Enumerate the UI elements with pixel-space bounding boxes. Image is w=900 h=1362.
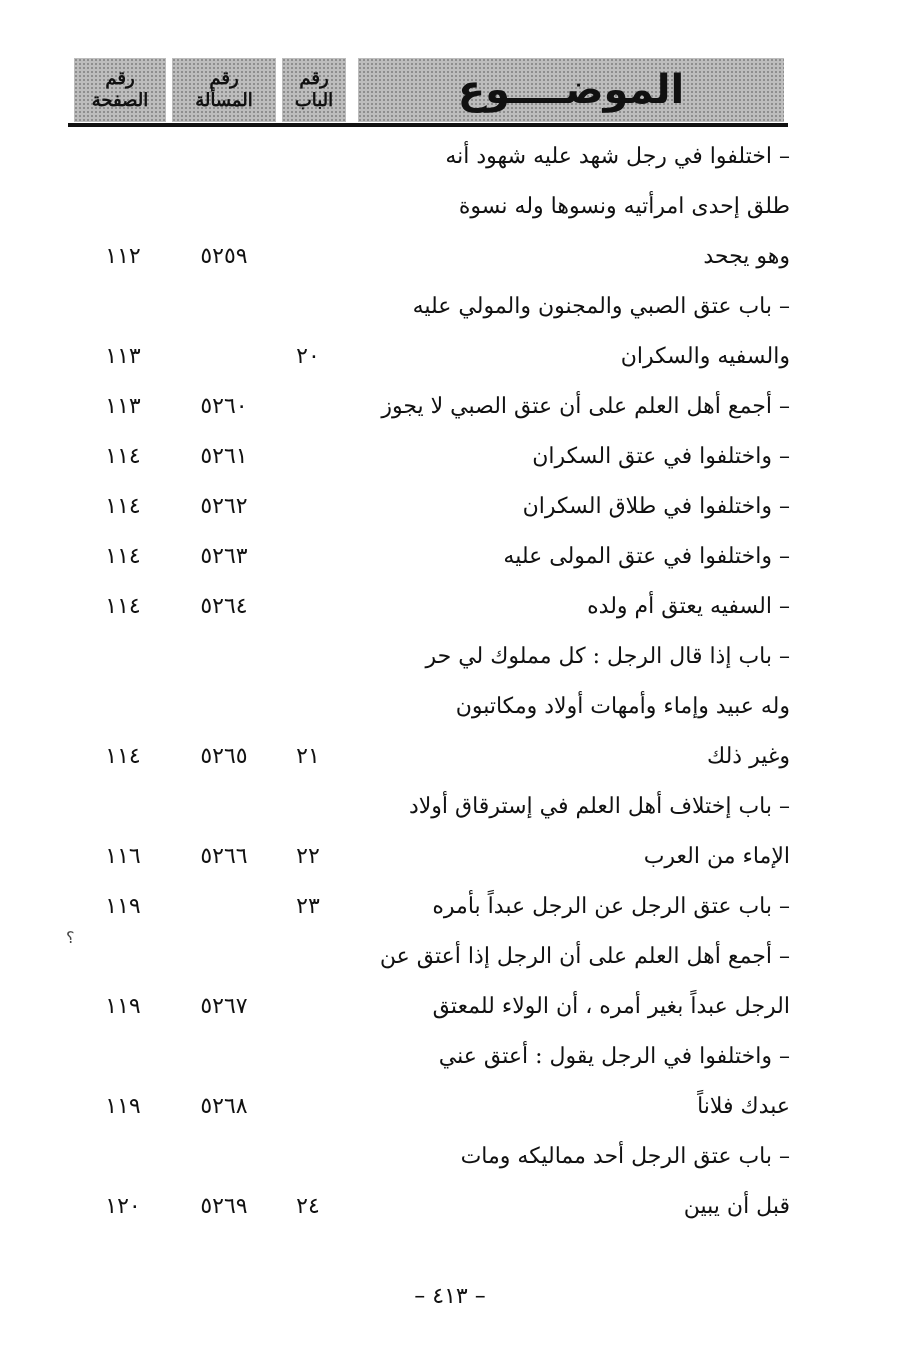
entry-safha: ١١٤ [105, 444, 141, 469]
entry-masala: ٥٢٦٩ [200, 1194, 248, 1219]
header-topic-label: الموضــــوع [457, 67, 685, 113]
entry-safha: ١١٩ [105, 894, 141, 919]
entry-line: – اختلفوا في رجل شهد عليه شهود أنه [445, 144, 790, 169]
header-rule [68, 123, 788, 127]
entry-line: – باب عتق الرجل أحد مماليكه ومات [460, 1144, 790, 1169]
entry-topic [360, 882, 790, 932]
entry-safha: ١١٩ [105, 994, 141, 1019]
entry-masala: ٥٢٦١ [200, 444, 248, 469]
entry-masala: ٥٢٦٠ [200, 394, 248, 419]
page-number: – ٤١٣ – [414, 1284, 486, 1309]
entry-line: – أجمع أهل العلم على أن الرجل إذا أعتق عن [379, 944, 790, 969]
entry-line: – باب عتق الصبي والمجنون والمولي عليه [412, 294, 790, 319]
entry-safha: ١١٣ [105, 344, 141, 369]
entry-masala: ٥٢٦٢ [200, 494, 248, 519]
entry-topic [360, 782, 790, 882]
header-safha [74, 58, 166, 122]
entry-topic [360, 532, 790, 582]
entry-line: – أجمع أهل العلم على أن عتق الصبي لا يجوز [381, 394, 790, 419]
entry-bab: ٢٤ [296, 1194, 320, 1219]
entry-line: وغير ذلك [707, 744, 790, 769]
entry-safha: ١١٤ [105, 544, 141, 569]
entry-safha: ١١٤ [105, 744, 141, 769]
entry-topic [360, 432, 790, 482]
header-masala [172, 58, 276, 122]
entry-bab: ٢٢ [296, 844, 320, 869]
header-bab-line1: رقم [299, 68, 329, 89]
entry-bab: ٢٣ [296, 894, 320, 919]
entry-topic [360, 482, 790, 532]
entry-line: – باب إذا قال الرجل : كل مملوك لي حر [425, 644, 790, 669]
entry-line: – واختلفوا في الرجل يقول : أعتق عني [438, 1044, 790, 1069]
entry-line: – واختلفوا في عتق السكران [532, 444, 790, 469]
entry-line: – السفيه يعتق أم ولده [587, 594, 790, 619]
entry-line: طلق إحدى امرأتيه ونسوها وله نسوة [458, 194, 790, 219]
entry-topic [360, 582, 790, 632]
entry-bab: ٢١ [296, 744, 320, 769]
entry-masala: ٥٢٦٣ [200, 544, 248, 569]
header-safha-line2: الصفحة [91, 90, 149, 111]
entry-topic [360, 132, 790, 282]
entry-masala: ٥٢٦٦ [200, 844, 248, 869]
header-topic [358, 58, 784, 122]
entry-line: قبل أن يبين [683, 1194, 790, 1219]
entry-topic [360, 1032, 790, 1132]
entry-topic [360, 1132, 790, 1232]
entry-line: – واختلفوا في عتق المولى عليه [503, 544, 790, 569]
margin-mark: ؟ [66, 928, 75, 947]
entry-safha: ١٢٠ [105, 1194, 141, 1219]
entry-line: – باب إختلاف أهل العلم في إسترقاق أولاد [408, 794, 790, 819]
entry-line: وله عبيد وإماء وأمهات أولاد ومكاتبون [455, 694, 790, 719]
entry-topic [360, 382, 790, 432]
entry-line: – باب عتق الرجل عن الرجل عبداً بأمره [432, 894, 790, 919]
header-bab [282, 58, 346, 122]
entry-line: عبدك فلاناً [697, 1094, 790, 1119]
entry-safha: ١١٩ [105, 1094, 141, 1119]
header-safha-line1: رقم [105, 68, 135, 89]
entry-masala: ٥٢٦٤ [200, 594, 248, 619]
entry-safha: ١١٢ [105, 244, 141, 269]
header-bab-line2: الباب [294, 90, 334, 111]
entry-topic [360, 282, 790, 382]
entry-masala: ٥٢٦٧ [200, 994, 248, 1019]
entry-masala: ٥٢٦٥ [200, 744, 248, 769]
entry-line: وهو يجحد [703, 244, 790, 269]
entry-safha: ١١٦ [105, 844, 141, 869]
header-masala-line2: المسألة [195, 90, 253, 111]
entry-topic [360, 932, 790, 1032]
entry-masala: ٥٢٥٩ [200, 244, 248, 269]
entry-line: والسفيه والسكران [620, 344, 790, 369]
header-masala-line1: رقم [209, 68, 239, 89]
entry-safha: ١١٣ [105, 394, 141, 419]
entry-line: الرجل عبداً بغير أمره ، أن الولاء للمعتق [432, 994, 790, 1019]
entry-masala: ٥٢٦٨ [200, 1094, 248, 1119]
entry-line: الإماء من العرب [643, 844, 790, 869]
entry-safha: ١١٤ [105, 594, 141, 619]
entry-safha: ١١٤ [105, 494, 141, 519]
entry-topic [360, 632, 790, 782]
entry-line: – واختلفوا في طلاق السكران [522, 494, 790, 519]
entry-bab: ٢٠ [296, 344, 320, 369]
